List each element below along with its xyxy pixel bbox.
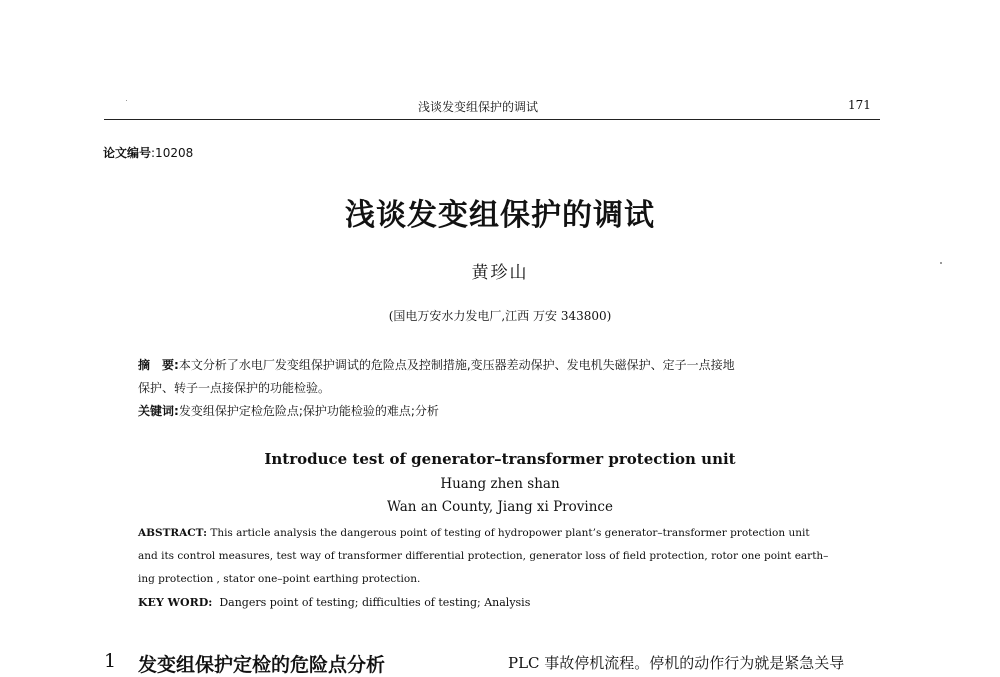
abstract-cn-line-1 [138,356,735,373]
english-abstract-text-1: This article analysis the dangerous point of testing of hydropower plant’s generator–transformer protection unit [210,527,810,539]
english-keywords [138,596,530,609]
scan-speck [126,100,127,101]
author-affiliation: (国电万安水力发电厂,江西 万安 343800) [388,309,612,323]
english-title: Introduce test of generator–transformer protection unit [264,450,736,468]
section-title: 发变组保护定检的危险点分析 [138,654,386,676]
scan-speck [940,262,942,264]
english-keywords-text: Dangers point of testing; difficulties of testing; Analysis [219,596,531,609]
paper-id-label: 论文编号 [103,146,152,160]
english-keywords-label: KEY WORD: [138,596,213,609]
keywords-cn-label: 关键词: [138,404,179,418]
abstract-cn-label: 摘 要: [138,358,179,372]
english-affiliation: Wan an County, Jiang xi Province [387,499,613,515]
abstract-cn-text-1: 本文分析了水电厂发变组保护调试的危险点及控制措施,变压器差动保护、发电机失磁保护、定子一点接地 [178,358,735,372]
english-abstract-text-2: and its control measures, test way of transformer differential protection, generator loss of field protection, rotor one point earth– [138,550,829,562]
running-header-title: 浅谈发变组保护的调试 [418,100,539,114]
body-text-right-column: PLC 事故停机流程。停机的动作行为就是紧急关导 [508,654,845,672]
paper-title: 浅谈发变组保护的调试 [345,198,655,233]
header-rule [104,119,880,120]
english-abstract-label: ABSTRACT: [138,527,207,539]
english-abstract-line-1 [138,527,810,539]
author-name: 黄珍山 [471,263,529,283]
page-number: 171 [848,98,871,112]
paper-id [103,144,193,161]
keywords-cn [138,402,439,419]
english-abstract-text-3: ing protection , stator one–point earthing protection. [138,573,421,585]
keywords-cn-text: 发变组保护定检危险点;保护功能检验的难点;分析 [178,404,439,418]
abstract-cn-text-2: 保护、转子一点接保护的功能检验。 [138,381,331,395]
section-number: 1 [104,650,117,672]
english-author: Huang zhen shan [440,476,560,492]
paper-id-value: :10208 [151,146,194,160]
